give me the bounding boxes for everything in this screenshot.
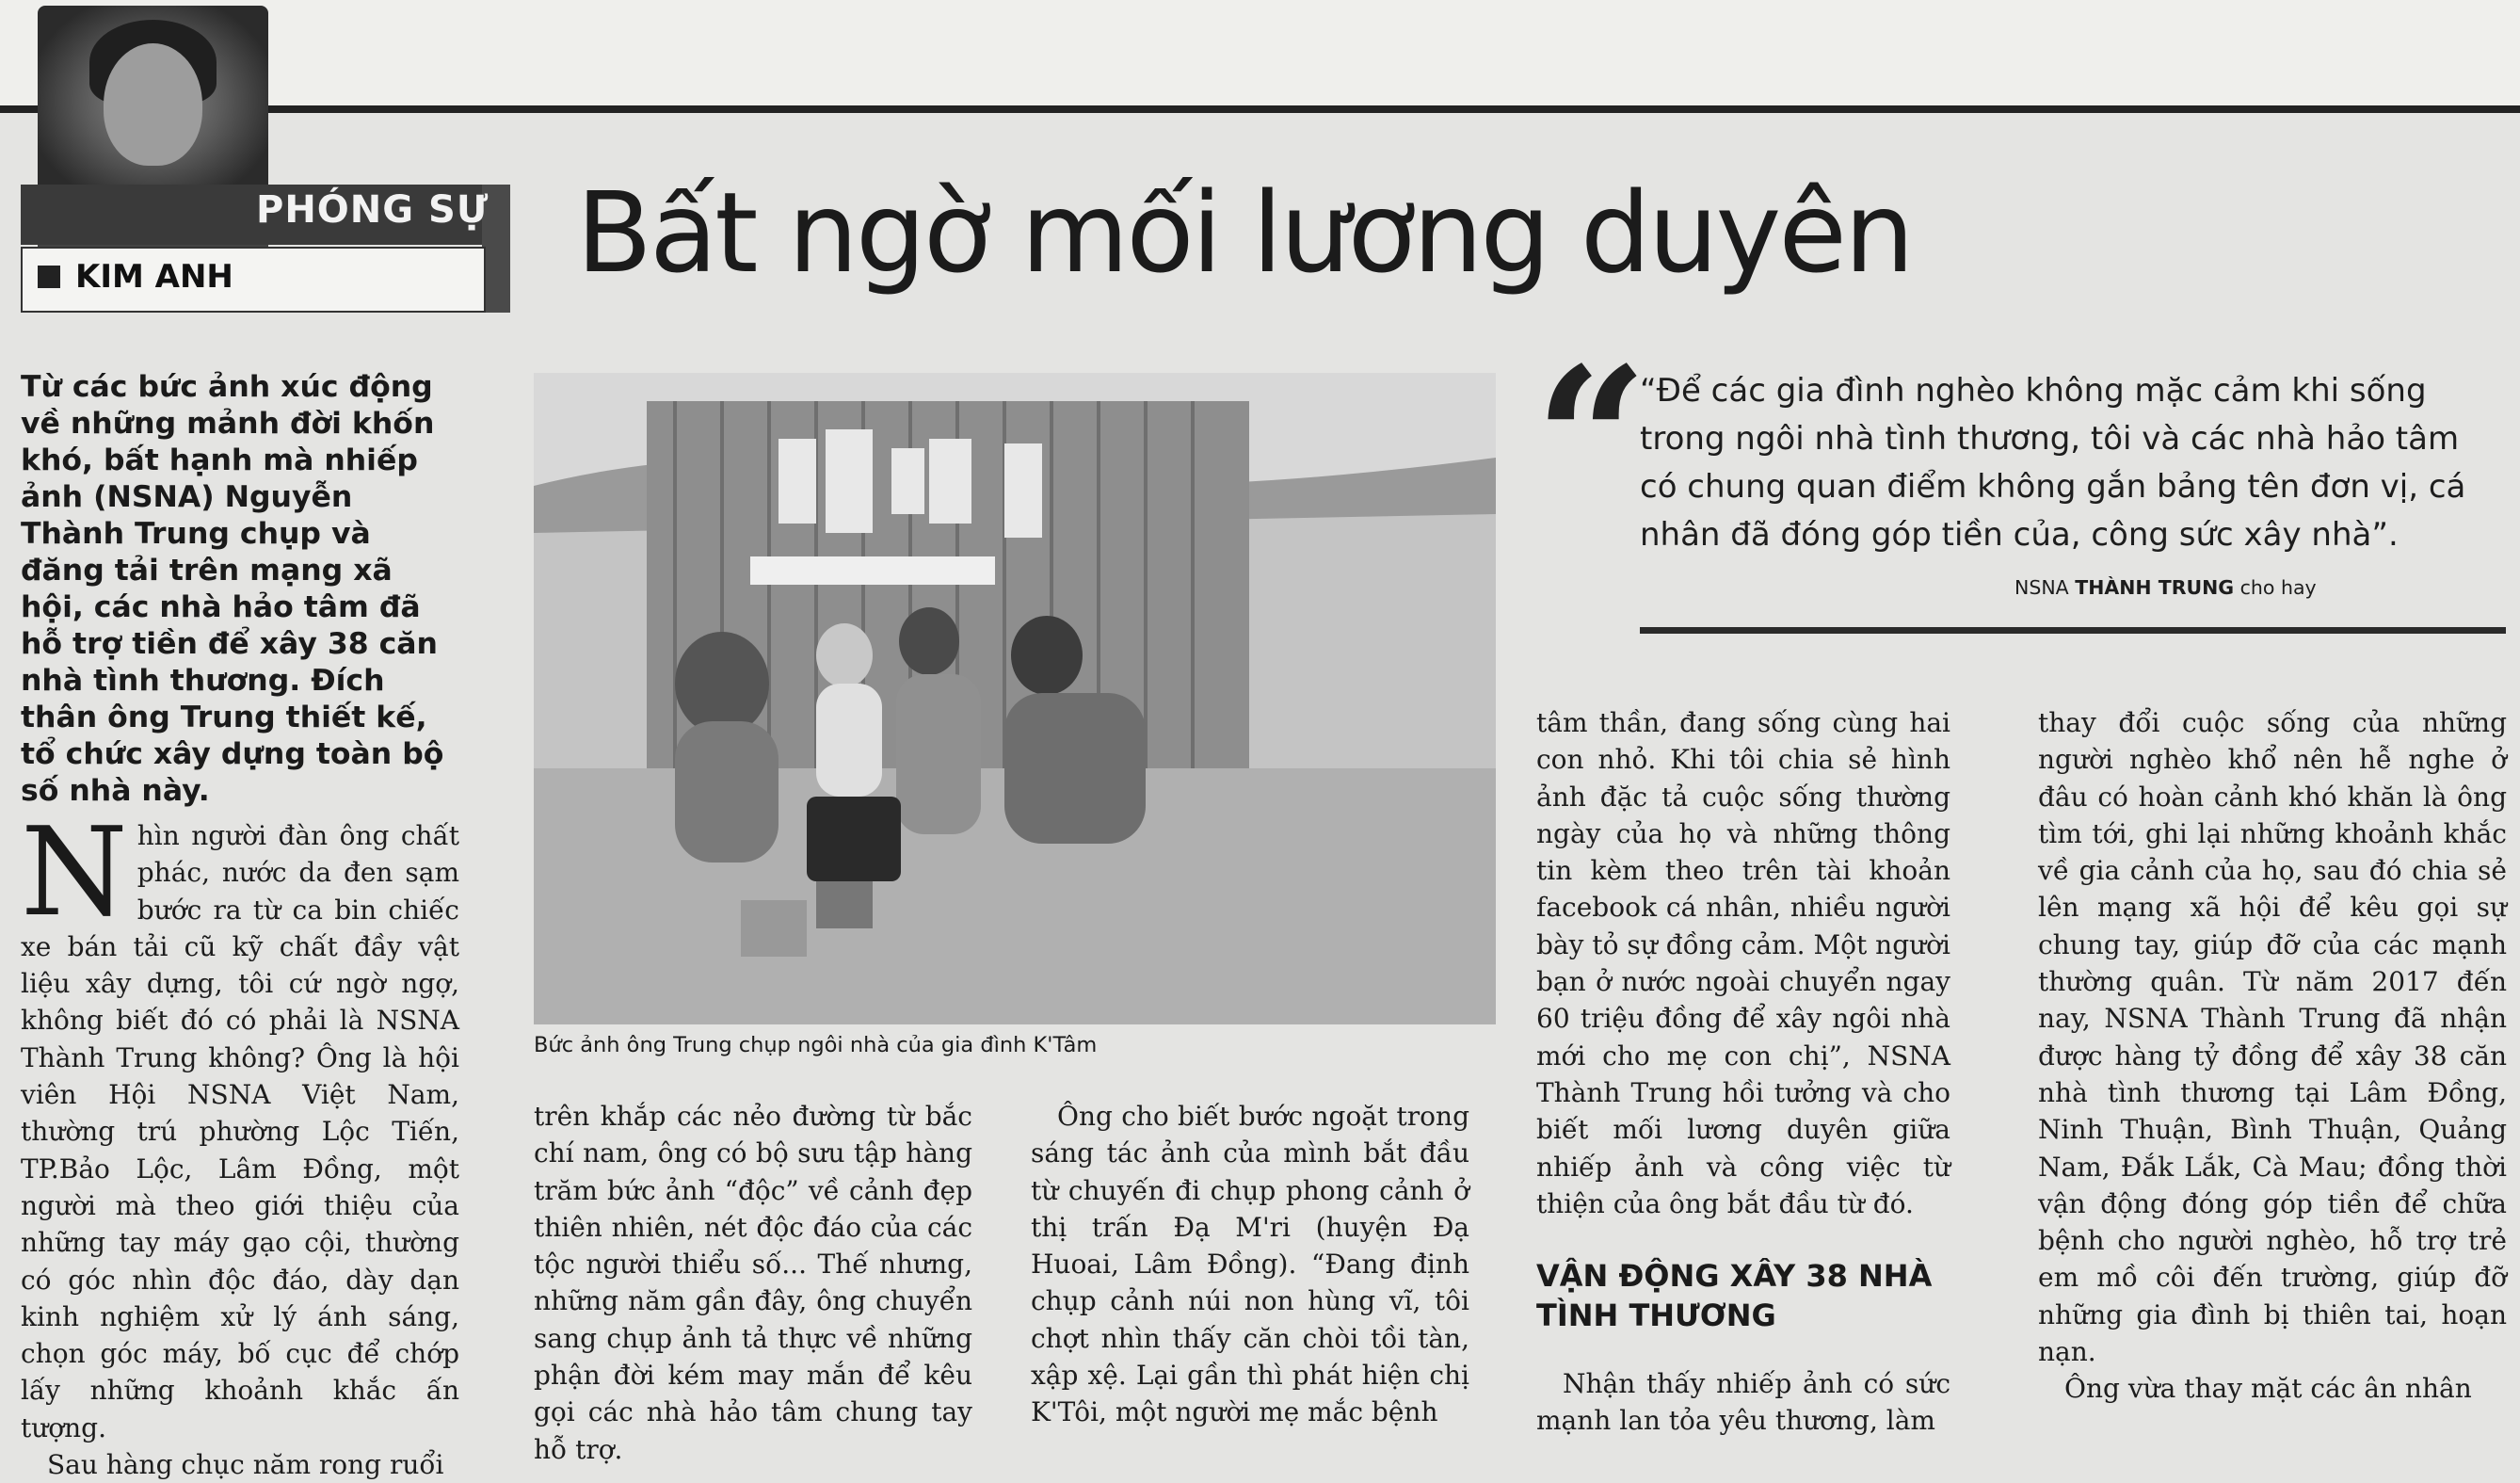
- column-5-paragraph-1: thay đổi cuộc sống của những người nghèo khổ nên hễ nghe ở đâu có hoàn cảnh khó khăn là ông tìm tới, ghi lại những khoảnh khắc về gia cảnh của họ, sau đó chia sẻ lên mạng xã hội để kêu gọi sự chung tay, giúp đỡ của các mạnh thường quân. Từ năm 2017 đến nay, NSNA Thành Trung đã nhận được hàng tỷ đồng để xây 38 căn nhà tình thương tại Lâm Đồng, Ninh Thuận, Bình Thuận, Quảng Nam, Đắk Lắk, Cà Mau; đồng thời vận động đóng góp tiền để chữa bệnh cho người nghèo, hỗ trợ trẻ em mồ côi đến trường, giúp đỡ những gia đình bị thiên tai, hoạn nạn.: [2038, 707, 2507, 1368]
- article-photo: [534, 373, 1496, 1024]
- section-label: PHÓNG SỰ: [256, 188, 490, 232]
- article-headline: Bất ngờ mối lương duyên: [576, 168, 1912, 298]
- body-column-4: [1536, 704, 1950, 1222]
- column-5-paragraph-2: Ông vừa thay mặt các ân nhân: [2064, 1373, 2472, 1405]
- photo-caption: Bức ảnh ông Trung chụp ngôi nhà của gia đình K'Tâm: [534, 1033, 1098, 1057]
- column-4-paragraph-1: tâm thần, đang sống cùng hai con nhỏ. Khi tôi chia sẻ hình ảnh đặc tả cuộc sống thường ngày của họ và những thông tin kèm theo trên tài khoản facebook cá nhân, nhiều người bày tỏ sự đồng cảm. Một người bạn ở nước ngoài chuyển ngay 60 triệu đồng để xây ngôi nhà mới cho mẹ con chị”, NSNA Thành Trung hồi tưởng và cho biết mối lương duyên giữa nhiếp ảnh và công việc từ thiện của ông bắt đầu từ đó.: [1536, 707, 1950, 1219]
- page-top-margin: [0, 0, 2520, 105]
- body-column-5: [2038, 704, 2507, 1408]
- attribution-suffix: cho hay: [2239, 576, 2317, 599]
- quote-mark-icon: “: [1534, 324, 1648, 556]
- attribution-prefix: NSNA: [2014, 576, 2069, 599]
- attribution-name: THÀNH TRUNG: [2075, 576, 2235, 599]
- column-1-paragraph-1: hìn người đàn ông chất phác, nước da đen sạm bước ra từ ca bin chiếc xe bán tải cũ kỹ chất đầy vật liệu xây dựng, tôi cứ ngờ ngợ, không biết đó có phải là NSNA Thành Trung không? Ông là hội viên Hội NSNA Việt Nam, thường trú phường Lộc Tiến, TP.Bảo Lộc, Lâm Đồng, một người mà theo giới thiệu của những tay máy gạo cội, thường có góc nhìn độc đáo, dày dạn kinh nghiệm xử lý ánh sáng, chọn góc máy, bố cục để chớp lấy những khoảnh khắc ấn tượng.: [21, 820, 459, 1443]
- section-subhead: VẬN ĐỘNG XÂY 38 NHÀ TÌNH THƯƠNG: [1536, 1258, 1933, 1333]
- drop-cap: N: [21, 800, 128, 943]
- pull-quote-attribution: [2014, 576, 2317, 599]
- author-bullet-icon: [38, 266, 60, 288]
- column-4-paragraph-2: Nhận thấy nhiếp ảnh có sức mạnh lan tỏa yêu thương, làm: [1536, 1368, 1950, 1437]
- article-lead: Từ các bức ảnh xúc động về những mảnh đời khốn khó, bất hạnh mà nhiếp ảnh (NSNA) Nguyễn Thành Trung chụp và đăng tải trên mạng xã hội, các nhà hảo tâm đã hỗ trợ tiền để xây 38 căn nhà tình thương. Đích thân ông Trung thiết kế, tổ chức xây dựng toàn bộ số nhà này.: [21, 370, 444, 808]
- top-rule: [0, 105, 2520, 113]
- body-column-1: [21, 800, 459, 1483]
- author-face: [104, 43, 202, 166]
- column-2-paragraph-1: trên khắp các nẻo đường từ bắc chí nam, ông có bộ sưu tập hàng trăm bức ảnh “độc” về cảnh đẹp thiên nhiên, nét độc đáo của các tộc người thiểu số... Thế nhưng, những năm gần đây, ông chuyển sang chụp ảnh tả thực về những phận đời kém may mắn để kêu gọi các nhà hảo tâm chung tay hỗ trợ.: [534, 1101, 972, 1465]
- body-column-3: [1031, 1098, 1469, 1431]
- column-3-paragraph-1: Ông cho biết bước ngoặt trong sáng tác ảnh của mình bắt đầu từ chuyến đi chụp phong cảnh ở thị trấn Đạ M'ri (huyện Đạ Huoai, Lâm Đồng). “Đang định chụp cảnh núi non hùng vĩ, tôi chợt nhìn thấy căn chòi tồi tàn, xập xệ. Lại gần thì phát hiện chị K'Tôi, một người mẹ mắc bệnh: [1031, 1101, 1469, 1428]
- pull-quote-rule: [1640, 627, 2506, 634]
- pull-quote-text: “Để các gia đình nghèo không mặc cảm khi sống trong ngôi nhà tình thương, tôi và các nhà hảo tâm có chung quan điểm không gắn bảng tên đơn vị, cá nhân đã đóng góp tiền của, công sức xây nhà”.: [1640, 372, 2466, 554]
- body-column-2: [534, 1098, 972, 1468]
- column-1-paragraph-2: Sau hàng chục năm rong ruổi: [47, 1449, 444, 1481]
- family-photo-illustration: [534, 373, 1496, 1024]
- author-name: KIM ANH: [75, 258, 233, 296]
- body-column-4-continued: [1536, 1365, 1950, 1440]
